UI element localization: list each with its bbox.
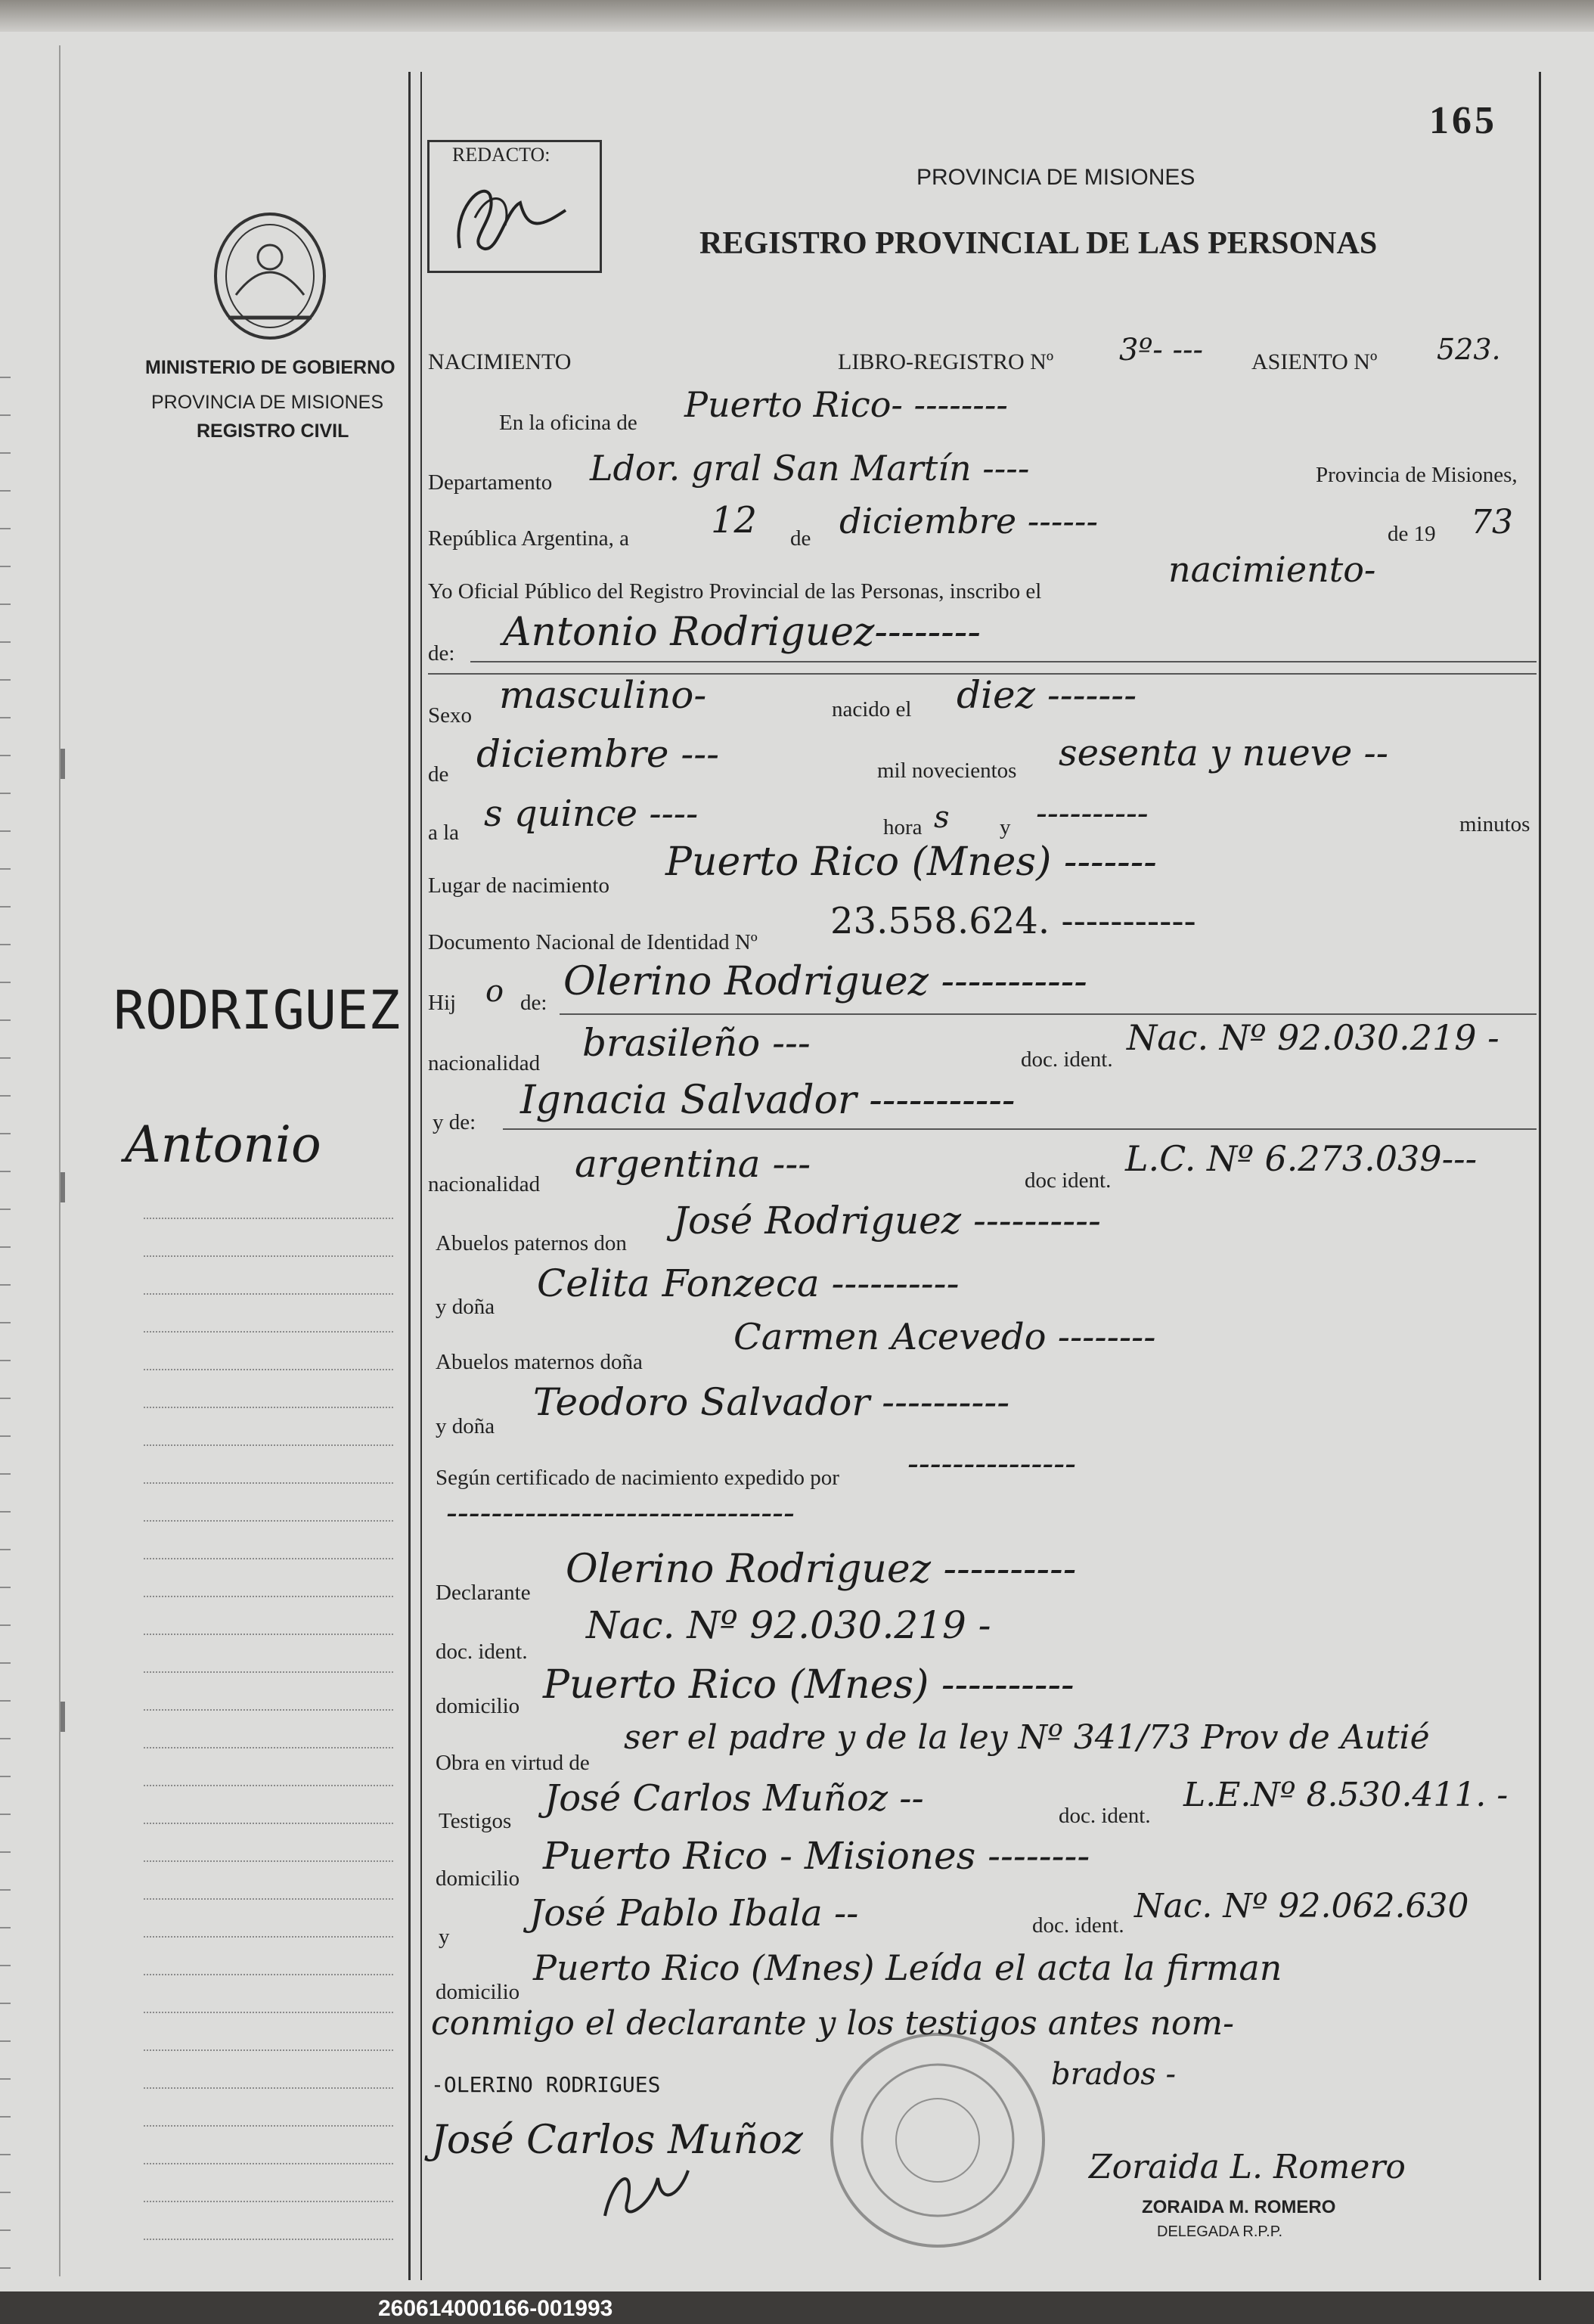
redacto-label: REDACTO: xyxy=(452,144,550,166)
hijo-label: Hij xyxy=(428,991,457,1015)
padre-nac-value: brasileño --- xyxy=(582,1021,811,1065)
closing-line-1: conmigo el declarante y los testigos antes nom- xyxy=(431,2004,1234,2043)
mes-value: diciembre ------ xyxy=(839,501,1099,541)
minutos-value: ---------- xyxy=(1036,794,1149,833)
closing-line-2: brados - xyxy=(1051,2057,1177,2092)
nacionalidad-madre-label: nacionalidad xyxy=(428,1172,541,1196)
registro-civil-label: REGISTRO CIVIL xyxy=(197,420,349,442)
page-number: 165 xyxy=(1429,99,1497,142)
madre-label: y de: xyxy=(433,1110,476,1134)
margin-surname: RODRIGUEZ xyxy=(113,979,401,1041)
libro-value: 3º- --- xyxy=(1119,333,1204,368)
minutos-label: minutos xyxy=(1459,812,1530,836)
testigo-signature: José Carlos Muñoz xyxy=(431,2118,803,2163)
declarante-signature: -OLERINO RODRIGUES xyxy=(431,2072,661,2097)
madre-nac-value: argentina --- xyxy=(575,1142,811,1186)
provincia-label: PROVINCIA DE MISIONES xyxy=(151,392,384,413)
official-name: ZORAIDA M. ROMERO xyxy=(1142,2197,1336,2217)
nombre-label: de: xyxy=(428,641,455,666)
ala-label: a la xyxy=(428,821,460,845)
madre-underline xyxy=(503,1128,1537,1130)
sexo-value: masculino- xyxy=(499,673,707,717)
oficina-label: En la oficina de xyxy=(499,411,637,435)
testigo2-domicilio-label: domicilio xyxy=(436,1980,520,2004)
nacido-mes-value: diciembre --- xyxy=(476,732,720,776)
record-type-label: NACIMIENTO xyxy=(428,349,572,374)
asiento-label: ASIENTO Nº xyxy=(1251,349,1378,374)
abuela-materna-value: Carmen Acevedo -------- xyxy=(733,1316,1156,1358)
footer-id: 260614000166-001993 xyxy=(378,2296,613,2321)
dni-value: 23.558.624. ----------- xyxy=(830,900,1196,942)
madre-doc-value: L.C. Nº 6.273.039--- xyxy=(1125,1138,1478,1179)
abuela-paterna-value: Celita Fonzeca ---------- xyxy=(537,1261,960,1305)
initials-signature-icon xyxy=(590,2148,696,2231)
abuelos-maternos-label: Abuelos maternos doña xyxy=(436,1350,643,1374)
main-frame-right xyxy=(1539,72,1541,2280)
doc-ident-madre-label: doc ident. xyxy=(1025,1168,1112,1193)
horas-label: hora xyxy=(883,815,923,839)
certificado-value-2: ------------------------------- xyxy=(446,1494,795,1532)
redacto-signature-icon xyxy=(437,165,588,263)
departamento-label: Departamento xyxy=(428,470,553,495)
declarante-doc-label: doc. ident. xyxy=(436,1640,528,1664)
anio-value: 73 xyxy=(1471,503,1513,541)
abuelos-paternos-label: Abuelos paternos don xyxy=(436,1231,627,1255)
doc-ident-padre-label: doc. ident. xyxy=(1021,1047,1113,1072)
departamento-value: Ldor. gral San Martín ---- xyxy=(590,448,1030,489)
declarante-doc-value: Nac. Nº 92.030.219 - xyxy=(586,1603,991,1647)
obra-value: ser el padre y de la ley Nº 341/73 Prov de Autié xyxy=(624,1718,1430,1757)
main-frame-left-inner xyxy=(420,72,422,2280)
testigo1-domicilio-label: domicilio xyxy=(436,1866,520,1891)
oficial-signature: Zoraida L. Romero xyxy=(1089,2148,1406,2186)
page-top-edge xyxy=(0,0,1594,32)
testigos-label: Testigos xyxy=(439,1809,512,1833)
testigo2-domicilio-value: Puerto Rico (Mnes) Leída el acta la firman xyxy=(533,1947,1282,1988)
libro-label: LIBRO-REGISTRO Nº xyxy=(838,349,1054,374)
abuelo-materno-label: y doña xyxy=(436,1414,495,1438)
declarante-value: Olerino Rodriguez ---------- xyxy=(566,1547,1077,1592)
nacido-mes-label: de xyxy=(428,762,449,787)
lugar-value: Puerto Rico (Mnes) ------- xyxy=(665,839,1157,885)
asiento-value: 523. xyxy=(1437,333,1501,366)
hijo-suffix: o xyxy=(485,974,504,1009)
official-title: DELEGADA R.P.P. xyxy=(1157,2223,1283,2240)
de-label: de xyxy=(790,526,811,551)
certificado-label: Según certificado de nacimiento expedido por xyxy=(436,1466,839,1490)
testigo2-doc-label: doc. ident. xyxy=(1032,1913,1124,1938)
anio-label: de 19 xyxy=(1388,522,1436,546)
nombre-underline xyxy=(470,661,1537,662)
nombre-value: Antonio Rodriguez-------- xyxy=(503,610,981,655)
redacto-box xyxy=(427,140,602,273)
inscribo-value: nacimiento- xyxy=(1168,549,1376,590)
declarante-label: Declarante xyxy=(436,1581,531,1605)
padre-value: Olerino Rodriguez ----------- xyxy=(563,959,1087,1004)
declarante-domicilio-value: Puerto Rico (Mnes) ---------- xyxy=(543,1662,1075,1708)
certificado-value: --------------- xyxy=(907,1444,1077,1483)
testigo1-domicilio-value: Puerto Rico - Misiones -------- xyxy=(543,1834,1090,1878)
horas-suffix: s xyxy=(934,800,950,835)
nacido-label: nacido el xyxy=(832,697,912,721)
left-edge-ticks xyxy=(0,340,11,2269)
nacido-value: diez ------- xyxy=(957,673,1137,717)
testigo1-doc-label: doc. ident. xyxy=(1059,1804,1151,1828)
republica-label: República Argentina, a xyxy=(428,526,630,551)
footer-bar xyxy=(0,2291,1594,2324)
hora-value: s quince ---- xyxy=(484,793,699,835)
anio-texto-value: sesenta y nueve -- xyxy=(1059,732,1388,774)
testigo2-doc-value: Nac. Nº 92.062.630 xyxy=(1134,1887,1469,1925)
oficina-value: Puerto Rico- -------- xyxy=(684,384,1008,425)
inscribo-label: Yo Oficial Público del Registro Provincial de las Personas, inscribo el xyxy=(428,579,1042,603)
declarante-domicilio-label: domicilio xyxy=(436,1694,520,1718)
testigo1-doc-value: L.E.Nº 8.530.411. - xyxy=(1183,1776,1509,1814)
main-frame-left xyxy=(408,72,411,2280)
left-frame-line xyxy=(59,45,60,2276)
mil-novecientos-label: mil novecientos xyxy=(877,759,1017,783)
obra-label: Obra en virtud de xyxy=(436,1751,590,1775)
dni-label: Documento Nacional de Identidad Nº xyxy=(428,930,758,954)
official-seal-icon xyxy=(824,2027,1051,2254)
nacionalidad-padre-label: nacionalidad xyxy=(428,1051,541,1075)
margin-given-name: Antonio xyxy=(125,1115,321,1174)
registry-header: REGISTRO PROVINCIAL DE LAS PERSONAS xyxy=(699,226,1378,261)
abuelo-paterno-value: José Rodriguez ---------- xyxy=(673,1199,1101,1243)
testigo1-value: José Carlos Muñoz -- xyxy=(544,1777,924,1820)
abuela-paterna-label: y doña xyxy=(436,1295,495,1319)
testigo2-y-label: y xyxy=(439,1925,450,1949)
madre-value: Ignacia Salvador ----------- xyxy=(520,1078,1016,1123)
padre-underline xyxy=(560,1013,1537,1015)
hijo-de-label: de: xyxy=(520,991,547,1015)
lugar-label: Lugar de nacimiento xyxy=(428,873,609,898)
padre-doc-value: Nac. Nº 92.030.219 - xyxy=(1127,1017,1499,1058)
abuelo-materno-value: Teodoro Salvador ---------- xyxy=(533,1380,1010,1424)
provincia-misiones-label: Provincia de Misiones, xyxy=(1316,463,1518,487)
coat-of-arms-icon xyxy=(206,204,334,348)
sexo-label: Sexo xyxy=(428,703,472,728)
ministerio-label: MINISTERIO DE GOBIERNO xyxy=(145,357,395,378)
testigo2-value: José Pablo Ibala -- xyxy=(529,1892,859,1935)
y-label: y xyxy=(1000,815,1011,839)
dia-value: 12 xyxy=(711,499,758,541)
province-header: PROVINCIA DE MISIONES xyxy=(916,165,1196,190)
